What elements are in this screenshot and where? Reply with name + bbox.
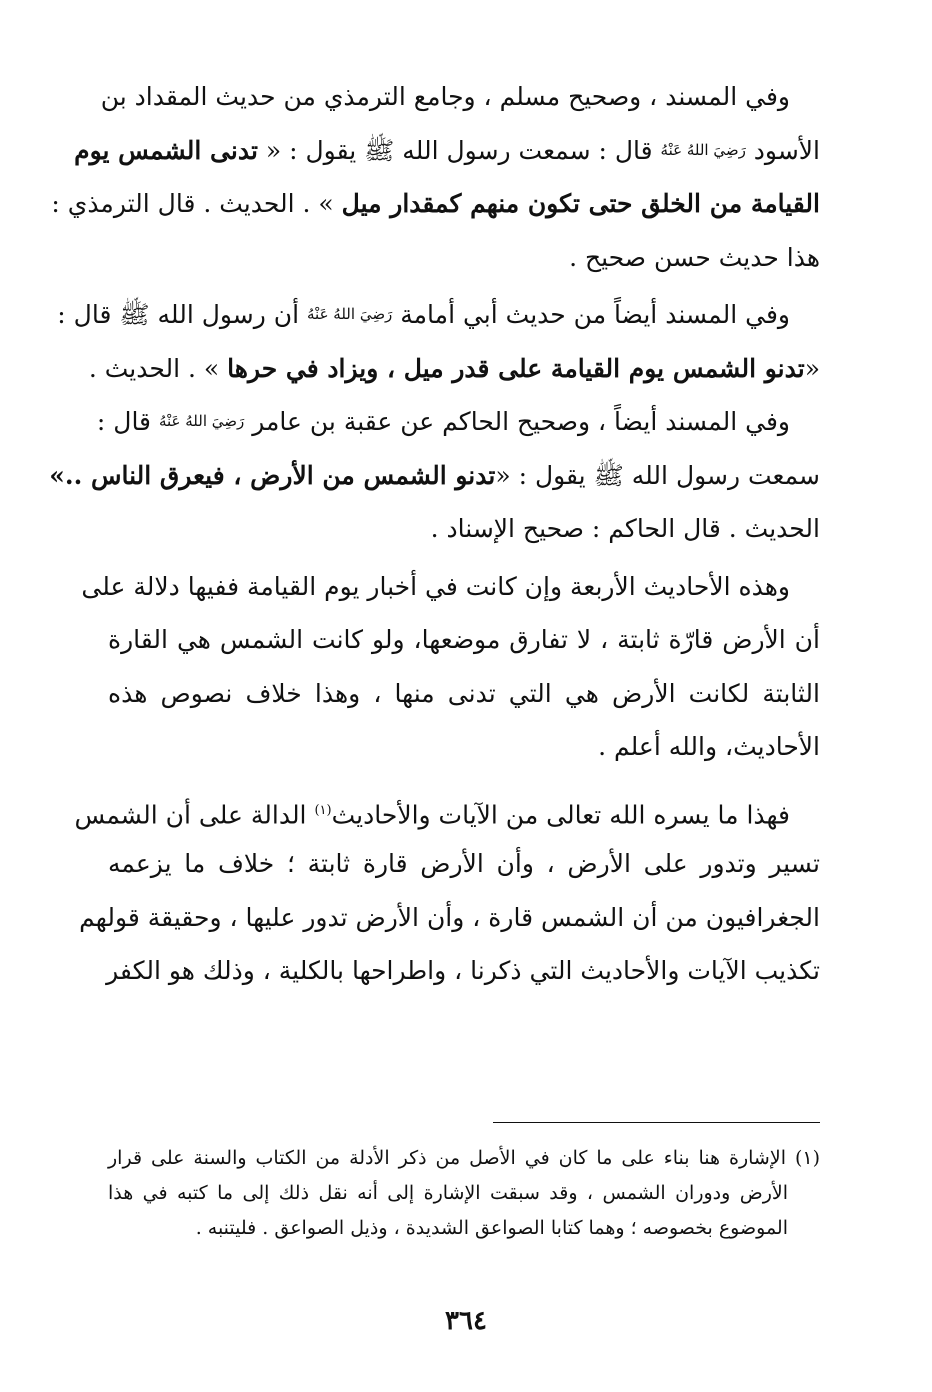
p5-text: فهذا ما يسره الله تعالى من الآيات والأحاديث xyxy=(331,799,790,829)
p5-line-3: الجغرافيون من أن الشمس قارة ، وأن الأرض تدور عليها ، وحقيقة قولهم xyxy=(79,902,820,932)
p1-line-4: هذا حديث حسن صحيح . xyxy=(569,242,820,272)
p4-line-4: الأحاديث، والله أعلم . xyxy=(598,732,820,761)
footnote xyxy=(108,1141,820,1246)
footnote-separator xyxy=(493,1122,820,1123)
p2-text: أن رسول الله xyxy=(157,300,300,329)
p1-line-3 xyxy=(51,177,820,231)
paragraph-2 xyxy=(57,288,820,395)
paragraph-4 xyxy=(81,560,820,774)
p1-line-2 xyxy=(74,124,820,178)
hadith-quote: القيامة من الخلق حتى تكون منهم كمقدار ميل xyxy=(341,189,820,218)
p3-text: وفي المسند أيضاً ، وصحيح الحاكم عن عقبة بن عامر xyxy=(252,407,790,436)
p3-line-1 xyxy=(96,395,820,449)
p5-text: الدالة على أن الشمس xyxy=(74,799,307,829)
p3-text: قال : xyxy=(96,407,152,436)
p1-text: » . الحديث . قال الترمذي : xyxy=(51,189,334,218)
footnote-line-2: الأرض ودوران الشمس ، وقد سبقت الإشارة إلى أنه نقل ذلك إلى ما كتبه في هذا xyxy=(108,1182,788,1204)
p3-text: يقول : « xyxy=(495,460,586,490)
p2-line-2 xyxy=(88,342,820,396)
p5-line-4: تكذيب الآيات والأحاديث التي ذكرنا ، واطراحها بالكلية ، وذلك هو الكفر xyxy=(106,956,820,985)
p2-text: وفي المسند أيضاً من حديث أبي أمامة xyxy=(400,300,790,329)
page-number: ٣٦٤ xyxy=(445,1306,487,1336)
hadith-quote: تدنو الشمس من الأرض ، فيعرق الناس .. xyxy=(64,460,496,490)
p1-text: الأسود xyxy=(753,135,820,165)
p2-text: « xyxy=(804,353,820,383)
p3-text: » xyxy=(49,460,65,490)
p2-line-1 xyxy=(57,288,820,342)
salawat-honorific: ﷺ xyxy=(364,135,395,165)
p3-line-3: الحديث . قال الحاكم : صحيح الإسناد . xyxy=(430,514,820,543)
p4-line-2: أن الأرض قارّة ثابتة ، لا تفارق موضعها، ولو كانت الشمس هي القارة xyxy=(108,625,820,654)
main-text xyxy=(49,70,820,998)
p3-line-2 xyxy=(49,449,820,503)
radiallahu-honorific: رَضِيَ اللهُ عَنْهُ xyxy=(660,140,746,159)
p5-line-1 xyxy=(74,784,820,838)
p3-text: سمعت رسول الله xyxy=(631,460,820,490)
radiallahu-honorific: رَضِيَ اللهُ عَنْهُ xyxy=(158,412,245,430)
salawat-honorific: ﷺ xyxy=(119,300,150,329)
hadith-quote: تدنى الشمس يوم xyxy=(74,135,258,165)
paragraph-3 xyxy=(49,395,820,556)
p4-line-1: وهذه الأحاديث الأربعة وإن كانت في أخبار يوم القيامة ففيها دلالة على xyxy=(81,571,790,601)
hadith-quote: تدنو الشمس يوم القيامة على قدر ميل ، ويزاد في حرها xyxy=(227,353,805,383)
paragraph-5 xyxy=(74,784,820,998)
p5-line-2: تسير وتدور على الأرض ، وأن الأرض قارة ثابتة ؛ خلاف ما يزعمه xyxy=(108,849,820,878)
footnote-line-3: الموضوع بخصوصه ؛ وهما كتابا الصواعق الشديدة ، وذيل الصواعق . فليتنبه . xyxy=(195,1217,788,1239)
p1-text: قال : سمعت رسول الله xyxy=(402,135,653,165)
paragraph-1 xyxy=(51,70,820,284)
p4-line-3: الثابتة لكانت الأرض هي التي تدنى منها ، وهذا خلاف نصوص هذه xyxy=(108,678,820,708)
footnote-marker[interactable]: (١) xyxy=(314,802,332,818)
salawat-honorific: ﷺ xyxy=(593,460,624,490)
radiallahu-honorific: رَضِيَ اللهُ عَنْهُ xyxy=(307,305,393,323)
p2-text: » . الحديث . xyxy=(88,353,220,383)
p2-text: قال : xyxy=(57,300,112,329)
footnote-line-1: (١) الإشارة هنا بناء على ما كان في الأصل من ذكر الأدلة من الكتاب والسنة على قرار xyxy=(108,1147,820,1169)
p1-text: يقول : « xyxy=(265,135,357,165)
p1-line-1: وفي المسند ، وصحيح مسلم ، وجامع الترمذي من حديث المقداد بن xyxy=(100,82,790,111)
